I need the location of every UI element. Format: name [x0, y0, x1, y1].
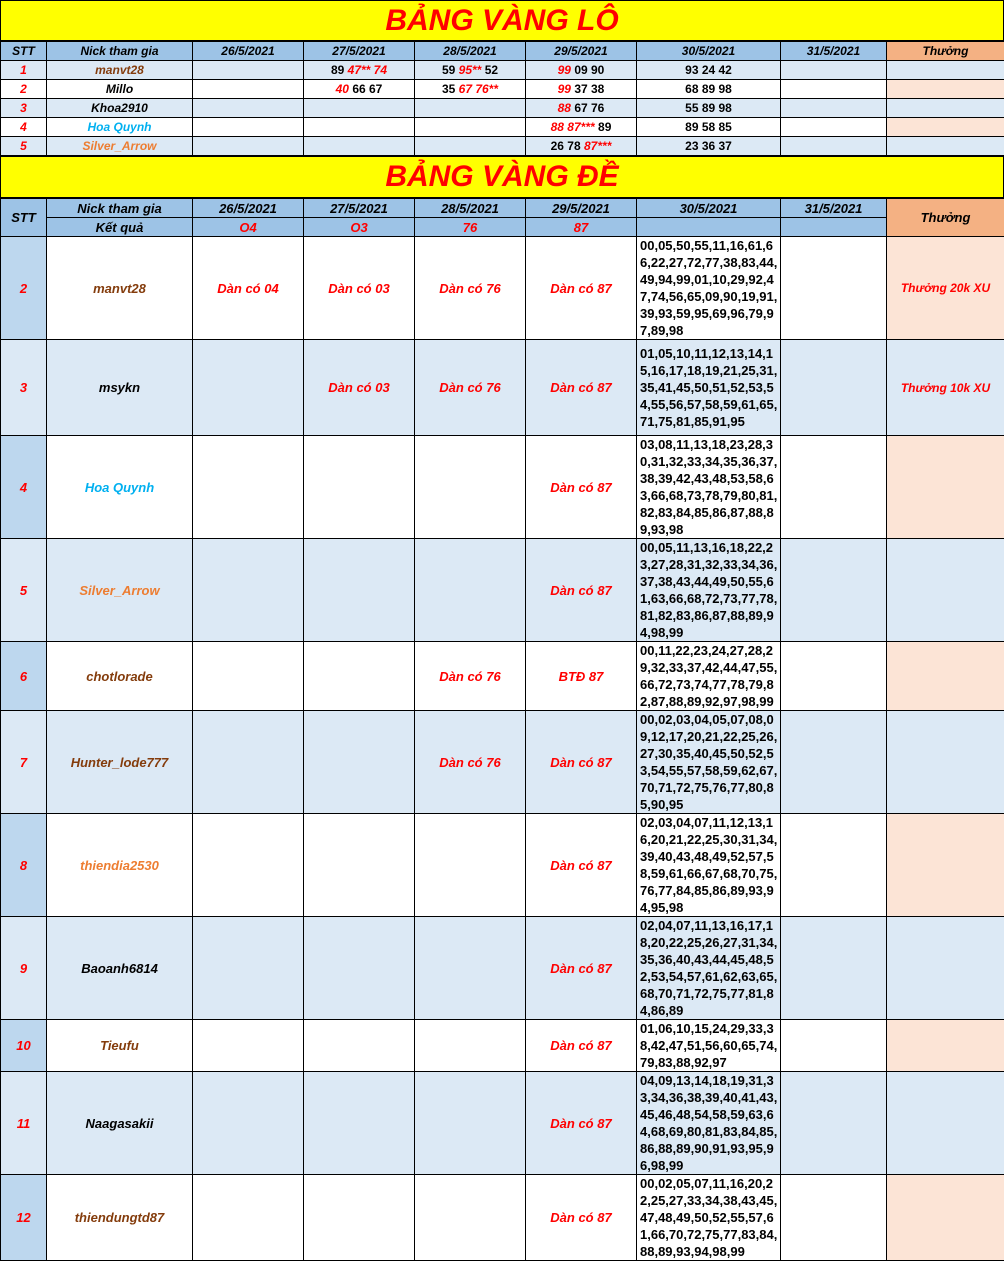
num: 59	[442, 63, 455, 77]
number-list: 00,02,03,04,05,07,08,09,12,17,20,21,22,25,26,27,30,35,40,45,50,52,53,54,55,57,58,59,62,67,70,71,72,75,76,77,80,85,90,95	[637, 711, 781, 814]
table-row	[1, 711, 1004, 814]
cell	[415, 1175, 526, 1261]
cell	[415, 436, 526, 539]
row-stt: 8	[1, 814, 47, 917]
number-list: 00,11,22,23,24,27,28,29,32,33,37,42,44,47,55,66,72,73,74,77,78,79,82,87,88,89,92,97,98,99	[637, 642, 781, 711]
cell	[781, 539, 887, 642]
cell	[415, 814, 526, 917]
row-nick: Millo	[47, 80, 193, 99]
cell	[304, 61, 415, 80]
lo-title: BẢNG VÀNG LÔ	[0, 0, 1004, 41]
table-row	[1, 1175, 1004, 1261]
number-list: 03,08,11,13,18,23,28,30,31,32,33,34,35,36,37,38,39,42,43,48,53,58,63,66,68,73,78,79,80,81,82,83,84,85,86,87,88,89,93,98	[637, 436, 781, 539]
num-hit: 99	[558, 82, 571, 96]
cell: 68 89 98	[637, 80, 781, 99]
cell	[781, 642, 887, 711]
table-row	[1, 917, 1004, 1020]
cell: 55 89 98	[637, 99, 781, 118]
table-row	[1, 539, 1004, 642]
cell	[526, 80, 637, 99]
cell	[193, 711, 304, 814]
row-stt: 2	[1, 80, 47, 99]
row-stt: 3	[1, 340, 47, 436]
cell	[304, 1175, 415, 1261]
row-thuong	[887, 137, 1004, 156]
cell: Dàn có 76	[415, 711, 526, 814]
cell: Dàn có 03	[304, 340, 415, 436]
num-hit: 40	[336, 82, 349, 96]
row-thuong	[887, 917, 1004, 1020]
cell	[193, 340, 304, 436]
number-list: 01,06,10,15,24,29,33,38,42,47,51,56,60,65,74,79,83,88,92,97	[637, 1020, 781, 1072]
cell	[781, 917, 887, 1020]
cell	[193, 539, 304, 642]
cell: 89 58 85	[637, 118, 781, 137]
col-date: 31/5/2021	[781, 42, 887, 61]
row-stt: 5	[1, 539, 47, 642]
col-date: 26/5/2021	[193, 199, 304, 218]
de-title: BẢNG VÀNG ĐỀ	[0, 156, 1004, 198]
cell: Dàn có 87	[526, 340, 637, 436]
row-stt: 3	[1, 99, 47, 118]
cell	[415, 917, 526, 1020]
num-hit: 47** 74	[348, 63, 387, 77]
col-date: 26/5/2021	[193, 42, 304, 61]
number-list: 00,02,05,07,11,16,20,22,25,27,33,34,38,43,45,47,48,49,50,52,55,57,61,66,70,72,75,77,83,84,88,89,93,94,98,99	[637, 1175, 781, 1261]
cell	[304, 539, 415, 642]
cell: Dàn có 03	[304, 237, 415, 340]
row-thuong	[887, 80, 1004, 99]
row-thuong	[887, 814, 1004, 917]
number-list: 04,09,13,14,18,19,31,33,34,36,38,39,40,41,43,45,46,48,54,58,59,63,64,68,69,80,81,83,84,85,86,88,89,90,91,93,95,96,98,99	[637, 1072, 781, 1175]
cell	[193, 1072, 304, 1175]
cell	[781, 61, 887, 80]
num: 66 67	[352, 82, 382, 96]
cell: Dàn có 87	[526, 711, 637, 814]
ket-qua-value: O4	[193, 218, 304, 237]
cell	[415, 99, 526, 118]
row-nick: Tieufu	[47, 1020, 193, 1072]
cell	[193, 917, 304, 1020]
row-nick: thiendungtd87	[47, 1175, 193, 1261]
col-date: 27/5/2021	[304, 199, 415, 218]
row-thuong	[887, 118, 1004, 137]
table-row	[1, 61, 1004, 80]
cell	[304, 814, 415, 917]
lo-header-row	[1, 42, 1004, 61]
cell	[304, 99, 415, 118]
col-date: 28/5/2021	[415, 42, 526, 61]
number-list: 00,05,11,13,16,18,22,23,27,28,31,32,33,34,36,37,38,43,44,49,50,55,61,63,66,68,72,73,77,78,81,82,83,86,87,88,89,94,98,99	[637, 539, 781, 642]
row-thuong	[887, 711, 1004, 814]
cell	[415, 1072, 526, 1175]
ket-qua-value	[637, 218, 781, 237]
num: 52	[485, 63, 498, 77]
cell: Dàn có 87	[526, 1175, 637, 1261]
cell: 93 24 42	[637, 61, 781, 80]
row-nick: thiendia2530	[47, 814, 193, 917]
cell	[526, 137, 637, 156]
cell	[193, 99, 304, 118]
cell	[304, 1072, 415, 1175]
number-list: 02,04,07,11,13,16,17,18,20,22,25,26,27,31,34,35,36,40,43,44,45,48,52,53,54,57,61,62,63,65,68,70,71,72,75,77,81,84,86,89	[637, 917, 781, 1020]
num-hit: 88 87***	[551, 120, 595, 134]
cell	[304, 80, 415, 99]
table-row	[1, 436, 1004, 539]
num: 26 78	[551, 139, 581, 153]
ket-qua-value	[781, 218, 887, 237]
col-nick: Nick tham gia	[47, 42, 193, 61]
row-nick: Hoa Quynh	[47, 118, 193, 137]
col-nick: Nick tham gia	[47, 199, 193, 218]
table-row	[1, 237, 1004, 340]
cell	[304, 711, 415, 814]
cell: Dàn có 87	[526, 436, 637, 539]
cell	[193, 137, 304, 156]
cell	[193, 1175, 304, 1261]
cell	[304, 436, 415, 539]
cell	[781, 237, 887, 340]
row-thuong	[887, 1072, 1004, 1175]
cell	[304, 642, 415, 711]
num-hit: 88	[558, 101, 571, 115]
row-thuong	[887, 61, 1004, 80]
cell	[193, 1020, 304, 1072]
cell	[304, 1020, 415, 1072]
cell	[193, 642, 304, 711]
num-hit: 99	[558, 63, 571, 77]
col-date: 27/5/2021	[304, 42, 415, 61]
num-hit: 67 76**	[459, 82, 498, 96]
cell: Dàn có 87	[526, 237, 637, 340]
cell: Dàn có 76	[415, 642, 526, 711]
cell	[781, 99, 887, 118]
number-list: 01,05,10,11,12,13,14,15,16,17,18,19,21,25,31,35,41,45,50,51,52,53,54,55,56,57,58,59,61,65,71,75,81,85,91,95	[637, 340, 781, 436]
num: 89	[331, 63, 344, 77]
ket-qua-value: O3	[304, 218, 415, 237]
table-row	[1, 1020, 1004, 1072]
row-stt: 2	[1, 237, 47, 340]
row-thuong	[887, 1020, 1004, 1072]
cell	[415, 118, 526, 137]
row-stt: 4	[1, 118, 47, 137]
row-stt: 1	[1, 61, 47, 80]
cell	[781, 137, 887, 156]
cell: Dàn có 76	[415, 237, 526, 340]
col-date: 28/5/2021	[415, 199, 526, 218]
col-date: 30/5/2021	[637, 42, 781, 61]
row-nick: manvt28	[47, 237, 193, 340]
num: 35	[442, 82, 455, 96]
cell	[193, 61, 304, 80]
cell	[415, 61, 526, 80]
cell: Dàn có 87	[526, 917, 637, 1020]
ket-qua-label: Kết quả	[47, 218, 193, 237]
col-date: 29/5/2021	[526, 199, 637, 218]
table-row	[1, 642, 1004, 711]
row-nick: Hunter_lode777	[47, 711, 193, 814]
row-stt: 4	[1, 436, 47, 539]
num: 67 76	[574, 101, 604, 115]
row-nick: Naagasakii	[47, 1072, 193, 1175]
ket-qua-value: 76	[415, 218, 526, 237]
row-nick: Baoanh6814	[47, 917, 193, 1020]
row-stt: 11	[1, 1072, 47, 1175]
row-nick: manvt28	[47, 61, 193, 80]
row-stt: 7	[1, 711, 47, 814]
cell	[193, 436, 304, 539]
num: 37 38	[574, 82, 604, 96]
row-thuong: Thưởng 10k XU	[887, 340, 1004, 436]
cell: 23 36 37	[637, 137, 781, 156]
cell	[415, 1020, 526, 1072]
row-stt: 5	[1, 137, 47, 156]
row-nick: Silver_Arrow	[47, 137, 193, 156]
col-thuong: Thưởng	[887, 199, 1004, 237]
cell: Dàn có 04	[193, 237, 304, 340]
number-list: 02,03,04,07,11,12,13,16,20,21,22,25,30,31,34,39,40,43,48,49,52,57,58,59,61,66,67,68,70,75,76,77,84,85,86,89,93,94,95,98	[637, 814, 781, 917]
cell	[781, 340, 887, 436]
num-hit: 87***	[584, 139, 611, 153]
row-stt: 12	[1, 1175, 47, 1261]
table-row	[1, 1072, 1004, 1175]
row-nick: chotlorade	[47, 642, 193, 711]
ket-qua-value: 87	[526, 218, 637, 237]
col-date: 31/5/2021	[781, 199, 887, 218]
row-thuong: Thưởng 20k XU	[887, 237, 1004, 340]
cell: Dàn có 87	[526, 1020, 637, 1072]
cell: BTĐ 87	[526, 642, 637, 711]
col-date: 29/5/2021	[526, 42, 637, 61]
table-row	[1, 80, 1004, 99]
cell	[526, 118, 637, 137]
cell	[526, 99, 637, 118]
cell	[193, 118, 304, 137]
row-thuong	[887, 539, 1004, 642]
num: 09 90	[574, 63, 604, 77]
row-thuong	[887, 99, 1004, 118]
col-stt: STT	[1, 42, 47, 61]
table-row	[1, 137, 1004, 156]
cell	[304, 118, 415, 137]
cell	[781, 80, 887, 99]
cell	[781, 711, 887, 814]
cell	[415, 539, 526, 642]
num-hit: 95**	[459, 63, 482, 77]
de-table	[0, 198, 1004, 1261]
col-date: 30/5/2021	[637, 199, 781, 218]
cell	[781, 814, 887, 917]
cell	[415, 137, 526, 156]
cell: Dàn có 87	[526, 539, 637, 642]
cell	[526, 61, 637, 80]
cell	[304, 917, 415, 1020]
row-stt: 9	[1, 917, 47, 1020]
row-nick: Hoa Quynh	[47, 436, 193, 539]
cell	[781, 1072, 887, 1175]
cell	[304, 137, 415, 156]
cell: Dàn có 76	[415, 340, 526, 436]
num: 89	[598, 120, 611, 134]
cell	[781, 436, 887, 539]
ket-qua-row	[1, 218, 1004, 237]
row-thuong	[887, 1175, 1004, 1261]
de-header-row	[1, 199, 1004, 218]
row-nick: msykn	[47, 340, 193, 436]
table-row	[1, 118, 1004, 137]
col-thuong: Thưởng	[887, 42, 1004, 61]
row-stt: 6	[1, 642, 47, 711]
lo-table	[0, 41, 1004, 156]
cell	[415, 80, 526, 99]
table-row	[1, 99, 1004, 118]
row-nick: Silver_Arrow	[47, 539, 193, 642]
row-thuong	[887, 436, 1004, 539]
cell	[781, 1175, 887, 1261]
cell	[781, 118, 887, 137]
cell	[781, 1020, 887, 1072]
cell: Dàn có 87	[526, 814, 637, 917]
row-nick: Khoa2910	[47, 99, 193, 118]
col-stt: STT	[1, 199, 47, 237]
cell	[193, 814, 304, 917]
cell: Dàn có 87	[526, 1072, 637, 1175]
row-thuong	[887, 642, 1004, 711]
number-list: 00,05,50,55,11,16,61,66,22,27,72,77,38,83,44,49,94,99,01,10,29,92,47,74,56,65,09,90,19,91,39,93,59,95,69,96,79,97,89,98	[637, 237, 781, 340]
cell	[193, 80, 304, 99]
table-row	[1, 340, 1004, 436]
table-row	[1, 814, 1004, 917]
row-stt: 10	[1, 1020, 47, 1072]
